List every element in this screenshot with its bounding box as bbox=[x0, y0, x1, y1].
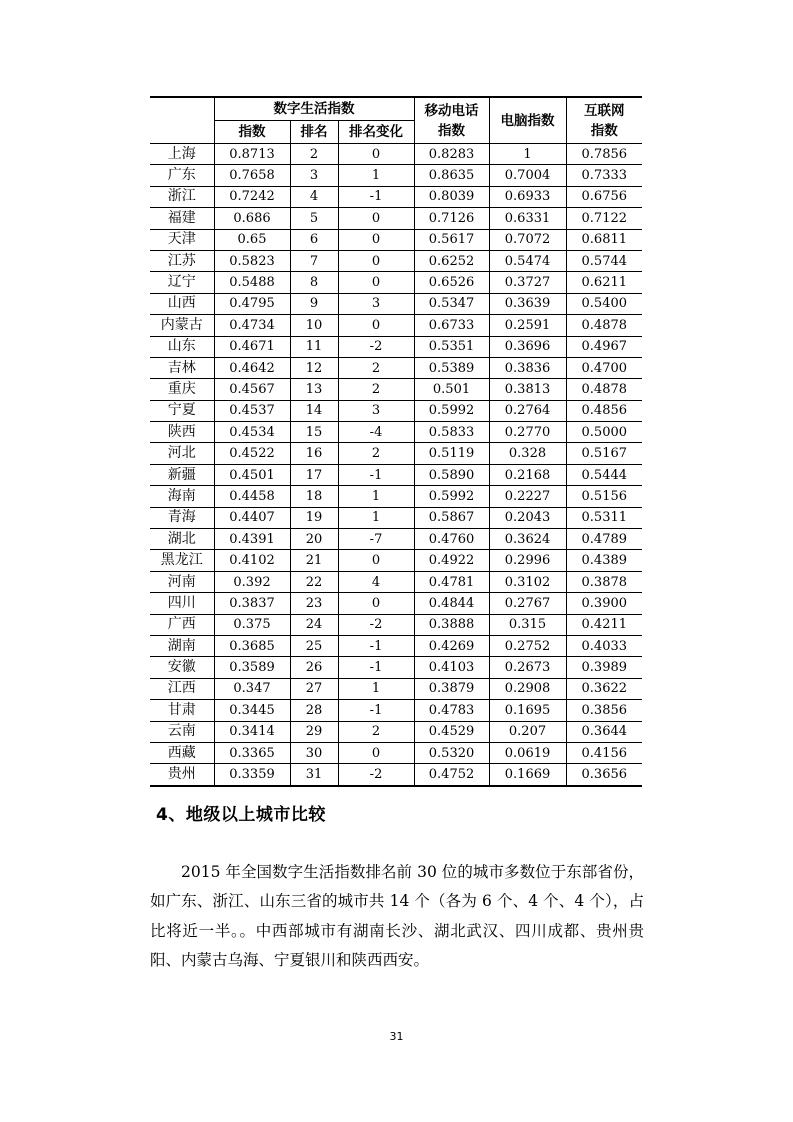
province-cell: 河南 bbox=[150, 571, 214, 592]
header-digital-life-index: 数字生活指数 bbox=[214, 97, 414, 121]
mobile-index-cell: 0.4752 bbox=[414, 764, 489, 786]
rank-change-cell: 4 bbox=[338, 571, 414, 592]
mobile-index-cell: 0.8283 bbox=[414, 144, 489, 165]
province-cell: 四川 bbox=[150, 593, 214, 614]
computer-index-cell: 0.3624 bbox=[489, 529, 566, 550]
mobile-index-cell: 0.6252 bbox=[414, 250, 489, 271]
table-row bbox=[150, 250, 642, 271]
index-cell: 0.347 bbox=[214, 678, 290, 699]
index-cell: 0.3365 bbox=[214, 742, 290, 763]
table-row bbox=[150, 700, 642, 721]
index-cell: 0.4671 bbox=[214, 336, 290, 357]
table-row bbox=[150, 293, 642, 314]
rank-change-cell: 2 bbox=[338, 357, 414, 378]
table-row bbox=[150, 400, 642, 421]
rank-cell: 13 bbox=[290, 379, 338, 400]
rank-cell: 22 bbox=[290, 571, 338, 592]
index-cell: 0.4795 bbox=[214, 293, 290, 314]
table-row bbox=[150, 678, 642, 699]
province-cell: 湖北 bbox=[150, 529, 214, 550]
internet-index-cell: 0.3644 bbox=[566, 721, 642, 742]
rank-cell: 17 bbox=[290, 464, 338, 485]
computer-index-cell: 0.7072 bbox=[489, 229, 566, 250]
table-row bbox=[150, 764, 642, 786]
computer-index-cell: 0.0619 bbox=[489, 742, 566, 763]
table-row bbox=[150, 464, 642, 485]
internet-index-cell: 0.7333 bbox=[566, 165, 642, 186]
mobile-index-cell: 0.4269 bbox=[414, 635, 489, 656]
header-rank: 排名 bbox=[290, 121, 338, 144]
mobile-index-cell: 0.5320 bbox=[414, 742, 489, 763]
mobile-index-cell: 0.5890 bbox=[414, 464, 489, 485]
province-cell: 辽宁 bbox=[150, 272, 214, 293]
computer-index-cell: 0.315 bbox=[489, 614, 566, 635]
mobile-index-cell: 0.6526 bbox=[414, 272, 489, 293]
internet-index-cell: 0.4211 bbox=[566, 614, 642, 635]
header-internet-index bbox=[566, 97, 642, 144]
mobile-index-cell: 0.3879 bbox=[414, 678, 489, 699]
computer-index-cell: 0.2227 bbox=[489, 486, 566, 507]
mobile-index-cell: 0.5992 bbox=[414, 400, 489, 421]
index-cell: 0.4522 bbox=[214, 443, 290, 464]
computer-index-cell: 0.2767 bbox=[489, 593, 566, 614]
mobile-index-cell: 0.5347 bbox=[414, 293, 489, 314]
rank-change-cell: 2 bbox=[338, 721, 414, 742]
province-cell: 西藏 bbox=[150, 742, 214, 763]
internet-index-cell: 0.6756 bbox=[566, 186, 642, 207]
rank-change-cell: -1 bbox=[338, 186, 414, 207]
rank-change-cell: 0 bbox=[338, 250, 414, 271]
table-row bbox=[150, 336, 642, 357]
province-cell: 宁夏 bbox=[150, 400, 214, 421]
index-cell: 0.392 bbox=[214, 571, 290, 592]
mobile-index-cell: 0.4783 bbox=[414, 700, 489, 721]
internet-index-cell: 0.4700 bbox=[566, 357, 642, 378]
mobile-index-cell: 0.3888 bbox=[414, 614, 489, 635]
mobile-index-cell: 0.6733 bbox=[414, 315, 489, 336]
rank-cell: 30 bbox=[290, 742, 338, 763]
mobile-index-cell: 0.8635 bbox=[414, 165, 489, 186]
internet-index-cell: 0.7856 bbox=[566, 144, 642, 165]
rank-change-cell: -1 bbox=[338, 700, 414, 721]
table-row bbox=[150, 144, 642, 165]
table-row bbox=[150, 635, 642, 656]
table-row bbox=[150, 379, 642, 400]
mobile-index-cell: 0.7126 bbox=[414, 208, 489, 229]
internet-index-cell: 0.3622 bbox=[566, 678, 642, 699]
computer-index-cell: 0.3102 bbox=[489, 571, 566, 592]
province-cell: 甘肃 bbox=[150, 700, 214, 721]
rank-cell: 29 bbox=[290, 721, 338, 742]
province-cell: 贵州 bbox=[150, 764, 214, 786]
internet-index-cell: 0.3989 bbox=[566, 657, 642, 678]
rank-cell: 7 bbox=[290, 250, 338, 271]
province-cell: 云南 bbox=[150, 721, 214, 742]
internet-index-cell: 0.3656 bbox=[566, 764, 642, 786]
rank-cell: 31 bbox=[290, 764, 338, 786]
computer-index-cell: 0.328 bbox=[489, 443, 566, 464]
mobile-index-cell: 0.5833 bbox=[414, 422, 489, 443]
table-row bbox=[150, 721, 642, 742]
internet-index-cell: 0.3900 bbox=[566, 593, 642, 614]
index-cell: 0.65 bbox=[214, 229, 290, 250]
header-computer-index: 电脑指数 bbox=[489, 97, 566, 144]
computer-index-cell: 0.2168 bbox=[489, 464, 566, 485]
mobile-index-cell: 0.5992 bbox=[414, 486, 489, 507]
section-heading: 4、地级以上城市比较 bbox=[156, 805, 326, 825]
rank-change-cell: -1 bbox=[338, 657, 414, 678]
computer-index-cell: 0.3813 bbox=[489, 379, 566, 400]
rank-cell: 9 bbox=[290, 293, 338, 314]
index-cell: 0.4102 bbox=[214, 550, 290, 571]
computer-index-cell: 0.2764 bbox=[489, 400, 566, 421]
computer-index-cell: 0.1695 bbox=[489, 700, 566, 721]
computer-index-cell: 0.3727 bbox=[489, 272, 566, 293]
index-cell: 0.4534 bbox=[214, 422, 290, 443]
table-row bbox=[150, 422, 642, 443]
rank-change-cell: 1 bbox=[338, 678, 414, 699]
rank-cell: 15 bbox=[290, 422, 338, 443]
computer-index-cell: 0.3696 bbox=[489, 336, 566, 357]
mobile-index-cell: 0.5351 bbox=[414, 336, 489, 357]
index-cell: 0.4734 bbox=[214, 315, 290, 336]
internet-index-cell: 0.4156 bbox=[566, 742, 642, 763]
province-cell: 内蒙古 bbox=[150, 315, 214, 336]
index-cell: 0.4642 bbox=[214, 357, 290, 378]
rank-change-cell: 0 bbox=[338, 593, 414, 614]
internet-index-cell: 0.3878 bbox=[566, 571, 642, 592]
rank-cell: 28 bbox=[290, 700, 338, 721]
rank-change-cell: 1 bbox=[338, 165, 414, 186]
mobile-index-cell: 0.5389 bbox=[414, 357, 489, 378]
index-cell: 0.3685 bbox=[214, 635, 290, 656]
province-cell: 安徽 bbox=[150, 657, 214, 678]
index-cell: 0.4391 bbox=[214, 529, 290, 550]
table-row bbox=[150, 657, 642, 678]
computer-index-cell: 0.2673 bbox=[489, 657, 566, 678]
computer-index-cell: 0.6933 bbox=[489, 186, 566, 207]
province-cell: 新疆 bbox=[150, 464, 214, 485]
rank-change-cell: 0 bbox=[338, 315, 414, 336]
mobile-index-cell: 0.5119 bbox=[414, 443, 489, 464]
province-cell: 山东 bbox=[150, 336, 214, 357]
mobile-index-cell: 0.4922 bbox=[414, 550, 489, 571]
internet-index-cell: 0.5744 bbox=[566, 250, 642, 271]
table-row bbox=[150, 186, 642, 207]
index-cell: 0.7658 bbox=[214, 165, 290, 186]
mobile-index-cell: 0.4529 bbox=[414, 721, 489, 742]
rank-change-cell: 0 bbox=[338, 550, 414, 571]
computer-index-cell: 0.6331 bbox=[489, 208, 566, 229]
header-rank-change: 排名变化 bbox=[338, 121, 414, 144]
internet-index-cell: 0.6211 bbox=[566, 272, 642, 293]
internet-index-cell: 0.4967 bbox=[566, 336, 642, 357]
table-row bbox=[150, 593, 642, 614]
table-row bbox=[150, 315, 642, 336]
province-cell: 上海 bbox=[150, 144, 214, 165]
internet-index-cell: 0.4789 bbox=[566, 529, 642, 550]
province-cell: 广东 bbox=[150, 165, 214, 186]
rank-change-cell: 1 bbox=[338, 507, 414, 528]
computer-index-cell: 0.207 bbox=[489, 721, 566, 742]
index-cell: 0.3837 bbox=[214, 593, 290, 614]
rank-cell: 5 bbox=[290, 208, 338, 229]
mobile-index-cell: 0.501 bbox=[414, 379, 489, 400]
header-internet-index-text: 互联网 指数 bbox=[584, 102, 625, 139]
province-cell: 天津 bbox=[150, 229, 214, 250]
mobile-index-cell: 0.4844 bbox=[414, 593, 489, 614]
province-cell: 山西 bbox=[150, 293, 214, 314]
province-cell: 海南 bbox=[150, 486, 214, 507]
table-row bbox=[150, 443, 642, 464]
rank-cell: 3 bbox=[290, 165, 338, 186]
rank-cell: 16 bbox=[290, 443, 338, 464]
province-cell: 河北 bbox=[150, 443, 214, 464]
computer-index-cell: 0.2752 bbox=[489, 635, 566, 656]
index-cell: 0.5488 bbox=[214, 272, 290, 293]
index-cell: 0.8713 bbox=[214, 144, 290, 165]
rank-change-cell: 0 bbox=[338, 144, 414, 165]
province-cell: 江西 bbox=[150, 678, 214, 699]
internet-index-cell: 0.7122 bbox=[566, 208, 642, 229]
province-cell: 福建 bbox=[150, 208, 214, 229]
table-row bbox=[150, 272, 642, 293]
section-paragraph: 2015 年全国数字生活指数排名前 30 位的城市多数位于东部省份，如广东、浙江、山东三省的城市共 14 个（各为 6 个、4 个、4 个），占比将近一半。。中西部城市有湖南长沙、湖北武汉、四川成都、贵州贵阳、内蒙古乌海、宁夏银川和陕西西安。 bbox=[150, 862, 644, 969]
internet-index-cell: 0.4389 bbox=[566, 550, 642, 571]
table-row bbox=[150, 208, 642, 229]
header-corner bbox=[150, 97, 214, 144]
rank-cell: 11 bbox=[290, 336, 338, 357]
province-digital-life-table bbox=[150, 96, 642, 787]
index-cell: 0.4458 bbox=[214, 486, 290, 507]
table-row bbox=[150, 742, 642, 763]
province-cell: 青海 bbox=[150, 507, 214, 528]
rank-change-cell: -1 bbox=[338, 464, 414, 485]
mobile-index-cell: 0.8039 bbox=[414, 186, 489, 207]
internet-index-cell: 0.3856 bbox=[566, 700, 642, 721]
table-body bbox=[150, 144, 642, 786]
rank-change-cell: 2 bbox=[338, 443, 414, 464]
index-cell: 0.3359 bbox=[214, 764, 290, 786]
rank-cell: 26 bbox=[290, 657, 338, 678]
province-cell: 湖南 bbox=[150, 635, 214, 656]
rank-change-cell: 0 bbox=[338, 229, 414, 250]
province-cell: 重庆 bbox=[150, 379, 214, 400]
index-cell: 0.4567 bbox=[214, 379, 290, 400]
rank-change-cell: -2 bbox=[338, 764, 414, 786]
rank-cell: 21 bbox=[290, 550, 338, 571]
index-cell: 0.5823 bbox=[214, 250, 290, 271]
rank-cell: 4 bbox=[290, 186, 338, 207]
province-cell: 江苏 bbox=[150, 250, 214, 271]
header-index: 指数 bbox=[214, 121, 290, 144]
rank-change-cell: -2 bbox=[338, 336, 414, 357]
internet-index-cell: 0.4856 bbox=[566, 400, 642, 421]
rank-cell: 23 bbox=[290, 593, 338, 614]
rank-change-cell: -7 bbox=[338, 529, 414, 550]
index-cell: 0.4501 bbox=[214, 464, 290, 485]
computer-index-cell: 0.2908 bbox=[489, 678, 566, 699]
internet-index-cell: 0.5400 bbox=[566, 293, 642, 314]
mobile-index-cell: 0.4760 bbox=[414, 529, 489, 550]
rank-cell: 18 bbox=[290, 486, 338, 507]
mobile-index-cell: 0.5617 bbox=[414, 229, 489, 250]
header-mobile-index-text: 移动电话 指数 bbox=[424, 102, 479, 139]
internet-index-cell: 0.6811 bbox=[566, 229, 642, 250]
computer-index-cell: 0.2996 bbox=[489, 550, 566, 571]
index-cell: 0.3414 bbox=[214, 721, 290, 742]
rank-cell: 2 bbox=[290, 144, 338, 165]
computer-index-cell: 0.3836 bbox=[489, 357, 566, 378]
rank-change-cell: -1 bbox=[338, 635, 414, 656]
table-row bbox=[150, 486, 642, 507]
rank-cell: 27 bbox=[290, 678, 338, 699]
rank-change-cell: -4 bbox=[338, 422, 414, 443]
internet-index-cell: 0.5156 bbox=[566, 486, 642, 507]
index-cell: 0.7242 bbox=[214, 186, 290, 207]
table-row bbox=[150, 571, 642, 592]
mobile-index-cell: 0.4781 bbox=[414, 571, 489, 592]
rank-change-cell: -2 bbox=[338, 614, 414, 635]
internet-index-cell: 0.4878 bbox=[566, 379, 642, 400]
table-row bbox=[150, 357, 642, 378]
table-row bbox=[150, 529, 642, 550]
computer-index-cell: 1 bbox=[489, 144, 566, 165]
rank-cell: 20 bbox=[290, 529, 338, 550]
computer-index-cell: 0.2591 bbox=[489, 315, 566, 336]
rank-change-cell: 3 bbox=[338, 400, 414, 421]
table-row bbox=[150, 229, 642, 250]
rank-change-cell: 0 bbox=[338, 272, 414, 293]
rank-cell: 25 bbox=[290, 635, 338, 656]
rank-cell: 12 bbox=[290, 357, 338, 378]
table-row bbox=[150, 614, 642, 635]
rank-cell: 24 bbox=[290, 614, 338, 635]
rank-change-cell: 0 bbox=[338, 208, 414, 229]
computer-index-cell: 0.2770 bbox=[489, 422, 566, 443]
province-cell: 浙江 bbox=[150, 186, 214, 207]
index-cell: 0.3589 bbox=[214, 657, 290, 678]
rank-cell: 8 bbox=[290, 272, 338, 293]
rank-cell: 10 bbox=[290, 315, 338, 336]
header-mobile-index bbox=[414, 97, 489, 144]
computer-index-cell: 0.1669 bbox=[489, 764, 566, 786]
index-cell: 0.375 bbox=[214, 614, 290, 635]
internet-index-cell: 0.5444 bbox=[566, 464, 642, 485]
rank-cell: 19 bbox=[290, 507, 338, 528]
computer-index-cell: 0.5474 bbox=[489, 250, 566, 271]
internet-index-cell: 0.4878 bbox=[566, 315, 642, 336]
internet-index-cell: 0.5000 bbox=[566, 422, 642, 443]
mobile-index-cell: 0.4103 bbox=[414, 657, 489, 678]
province-cell: 黑龙江 bbox=[150, 550, 214, 571]
mobile-index-cell: 0.5867 bbox=[414, 507, 489, 528]
page-number: 31 bbox=[389, 1030, 404, 1043]
internet-index-cell: 0.4033 bbox=[566, 635, 642, 656]
province-cell: 吉林 bbox=[150, 357, 214, 378]
index-cell: 0.4407 bbox=[214, 507, 290, 528]
rank-cell: 6 bbox=[290, 229, 338, 250]
index-cell: 0.4537 bbox=[214, 400, 290, 421]
province-cell: 广西 bbox=[150, 614, 214, 635]
rank-change-cell: 1 bbox=[338, 486, 414, 507]
computer-index-cell: 0.3639 bbox=[489, 293, 566, 314]
index-cell: 0.3445 bbox=[214, 700, 290, 721]
rank-change-cell: 3 bbox=[338, 293, 414, 314]
internet-index-cell: 0.5167 bbox=[566, 443, 642, 464]
index-cell: 0.686 bbox=[214, 208, 290, 229]
rank-change-cell: 2 bbox=[338, 379, 414, 400]
table-row bbox=[150, 165, 642, 186]
rank-cell: 14 bbox=[290, 400, 338, 421]
computer-index-cell: 0.2043 bbox=[489, 507, 566, 528]
computer-index-cell: 0.7004 bbox=[489, 165, 566, 186]
table-row bbox=[150, 550, 642, 571]
table-row bbox=[150, 507, 642, 528]
rank-change-cell: 0 bbox=[338, 742, 414, 763]
province-cell: 陕西 bbox=[150, 422, 214, 443]
internet-index-cell: 0.5311 bbox=[566, 507, 642, 528]
